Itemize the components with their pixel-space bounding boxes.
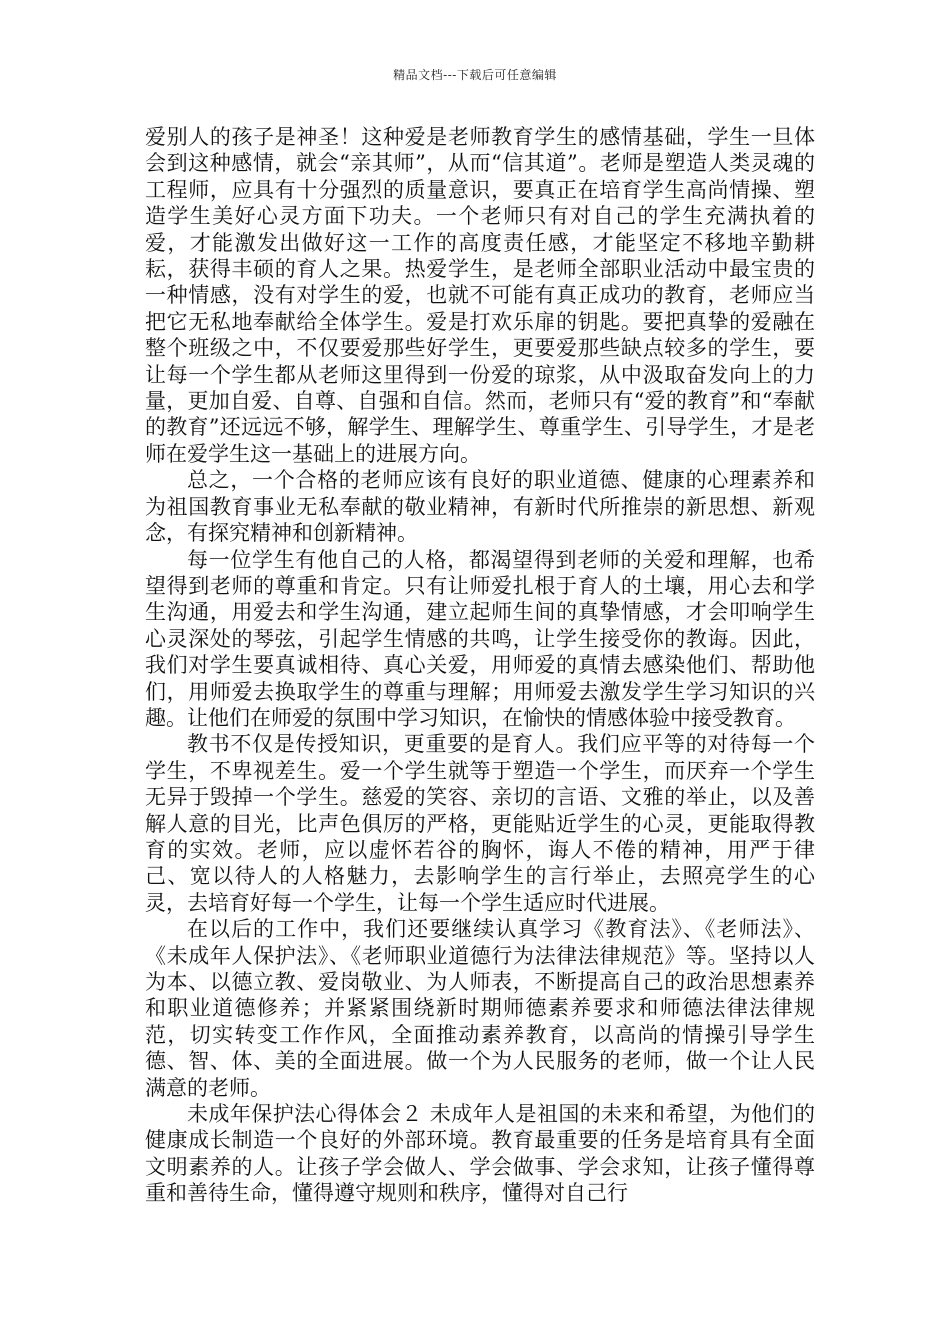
paragraph: 未成年保护法心得体会２ 未成年人是祖国的未来和希望，为他们的健康成长制造一个良好的外部环境。教育最重要的任务是培育具有全面文明素养的人。让孩子学会做人、学会做事、学会求知，让孩子懂得尊重和善待生命，懂得遵守规则和秩序，懂得对自己行 — [145, 1102, 815, 1206]
page-header: 精品文档---下载后可任意编辑 — [393, 68, 557, 82]
paragraph: 每一位学生有他自己的人格，都渴望得到老师的关爱和理解，也希望得到老师的尊重和肯定。只有让师爱扎根于育人的土壤，用心去和学生沟通，用爱去和学生沟通，建立起师生间的真挚情感，才会叩响学生心灵深处的琴弦，引起学生情感的共鸣，让学生接受你的教诲。因此，我们对学生要真诚相待、真心关爱，用师爱的真情去感染他们、帮助他们，用师爱去换取学生的尊重与理解；用师爱去激发学生学习知识的兴趣。让他们在师爱的氛围中学习知识，在愉快的情感体验中接受教育。 — [145, 547, 815, 730]
paragraph: 教书不仅是传授知识，更重要的是育人。我们应平等的对待每一个学生，不卑视差生。爱一个学生就等于塑造一个学生，而厌弃一个学生无异于毁掉一个学生。慈爱的笑容、亲切的言语、文雅的举止，以及善解人意的目光，比声色俱厉的严格，更能贴近学生的心灵，更能取得教育的实效。老师，应以虚怀若谷的胸怀，诲人不倦的精神，用严于律己、宽以待人的人格魅力，去影响学生的言行举止，去照亮学生的心灵，去培育好每一个学生，让每一个学生适应时代进展。 — [145, 732, 815, 915]
paragraph: 在以后的工作中，我们还要继续认真学习《教育法》、《老师法》、《未成年人保护法》、《老师职业道德行为法律法律规范》等。坚持以人为本、以德立教、爱岗敬业、为人师表，不断提高自己的政治思想素养和职业道德修养；并紧紧围绕新时期师德素养要求和师德法律法律规范，切实转变工作作风，全面推动素养教育，以高尚的情操引导学生德、智、体、美的全面进展。做一个为人民服务的老师，做一个让人民满意的老师。 — [145, 917, 815, 1100]
paragraph: 总之，一个合格的老师应该有良好的职业道德、健康的心理素养和为祖国教育事业无私奉献的敬业精神，有新时代所推崇的新思想、新观念，有探究精神和创新精神。 — [145, 468, 815, 546]
paragraph: 爱别人的孩子是神圣！这种爱是老师教育学生的感情基础，学生一旦体会到这种感情，就会“亲其师”，从而“信其道”。老师是塑造人类灵魂的工程师，应具有十分强烈的质量意识，要真正在培育学生高尚情操、塑造学生美好心灵方面下功夫。一个老师只有对自己的学生充满执着的爱，才能激发出做好这一工作的高度责任感，才能坚定不移地辛勤耕耘，获得丰硕的育人之果。热爱学生，是老师全部职业活动中最宝贵的一种情感，没有对学生的爱，也就不可能有真正成功的教育，老师应当把它无私地奉献给全体学生。爱是打欢乐扉的钥匙。要把真挚的爱融在整个班级之中，不仅要爱那些好学生，更要爱那些缺点较多的学生，要让每一个学生都从老师这里得到一份爱的琼浆，从中汲取奋发向上的力量，更加自爱、自尊、自强和自信。然而，老师只有“爱的教育”和“奉献的教育”还远远不够，解学生、理解学生、尊重学生、引导学生，才是老师在爱学生这一基础上的进展方向。 — [145, 125, 815, 466]
document-body — [145, 124, 815, 1207]
